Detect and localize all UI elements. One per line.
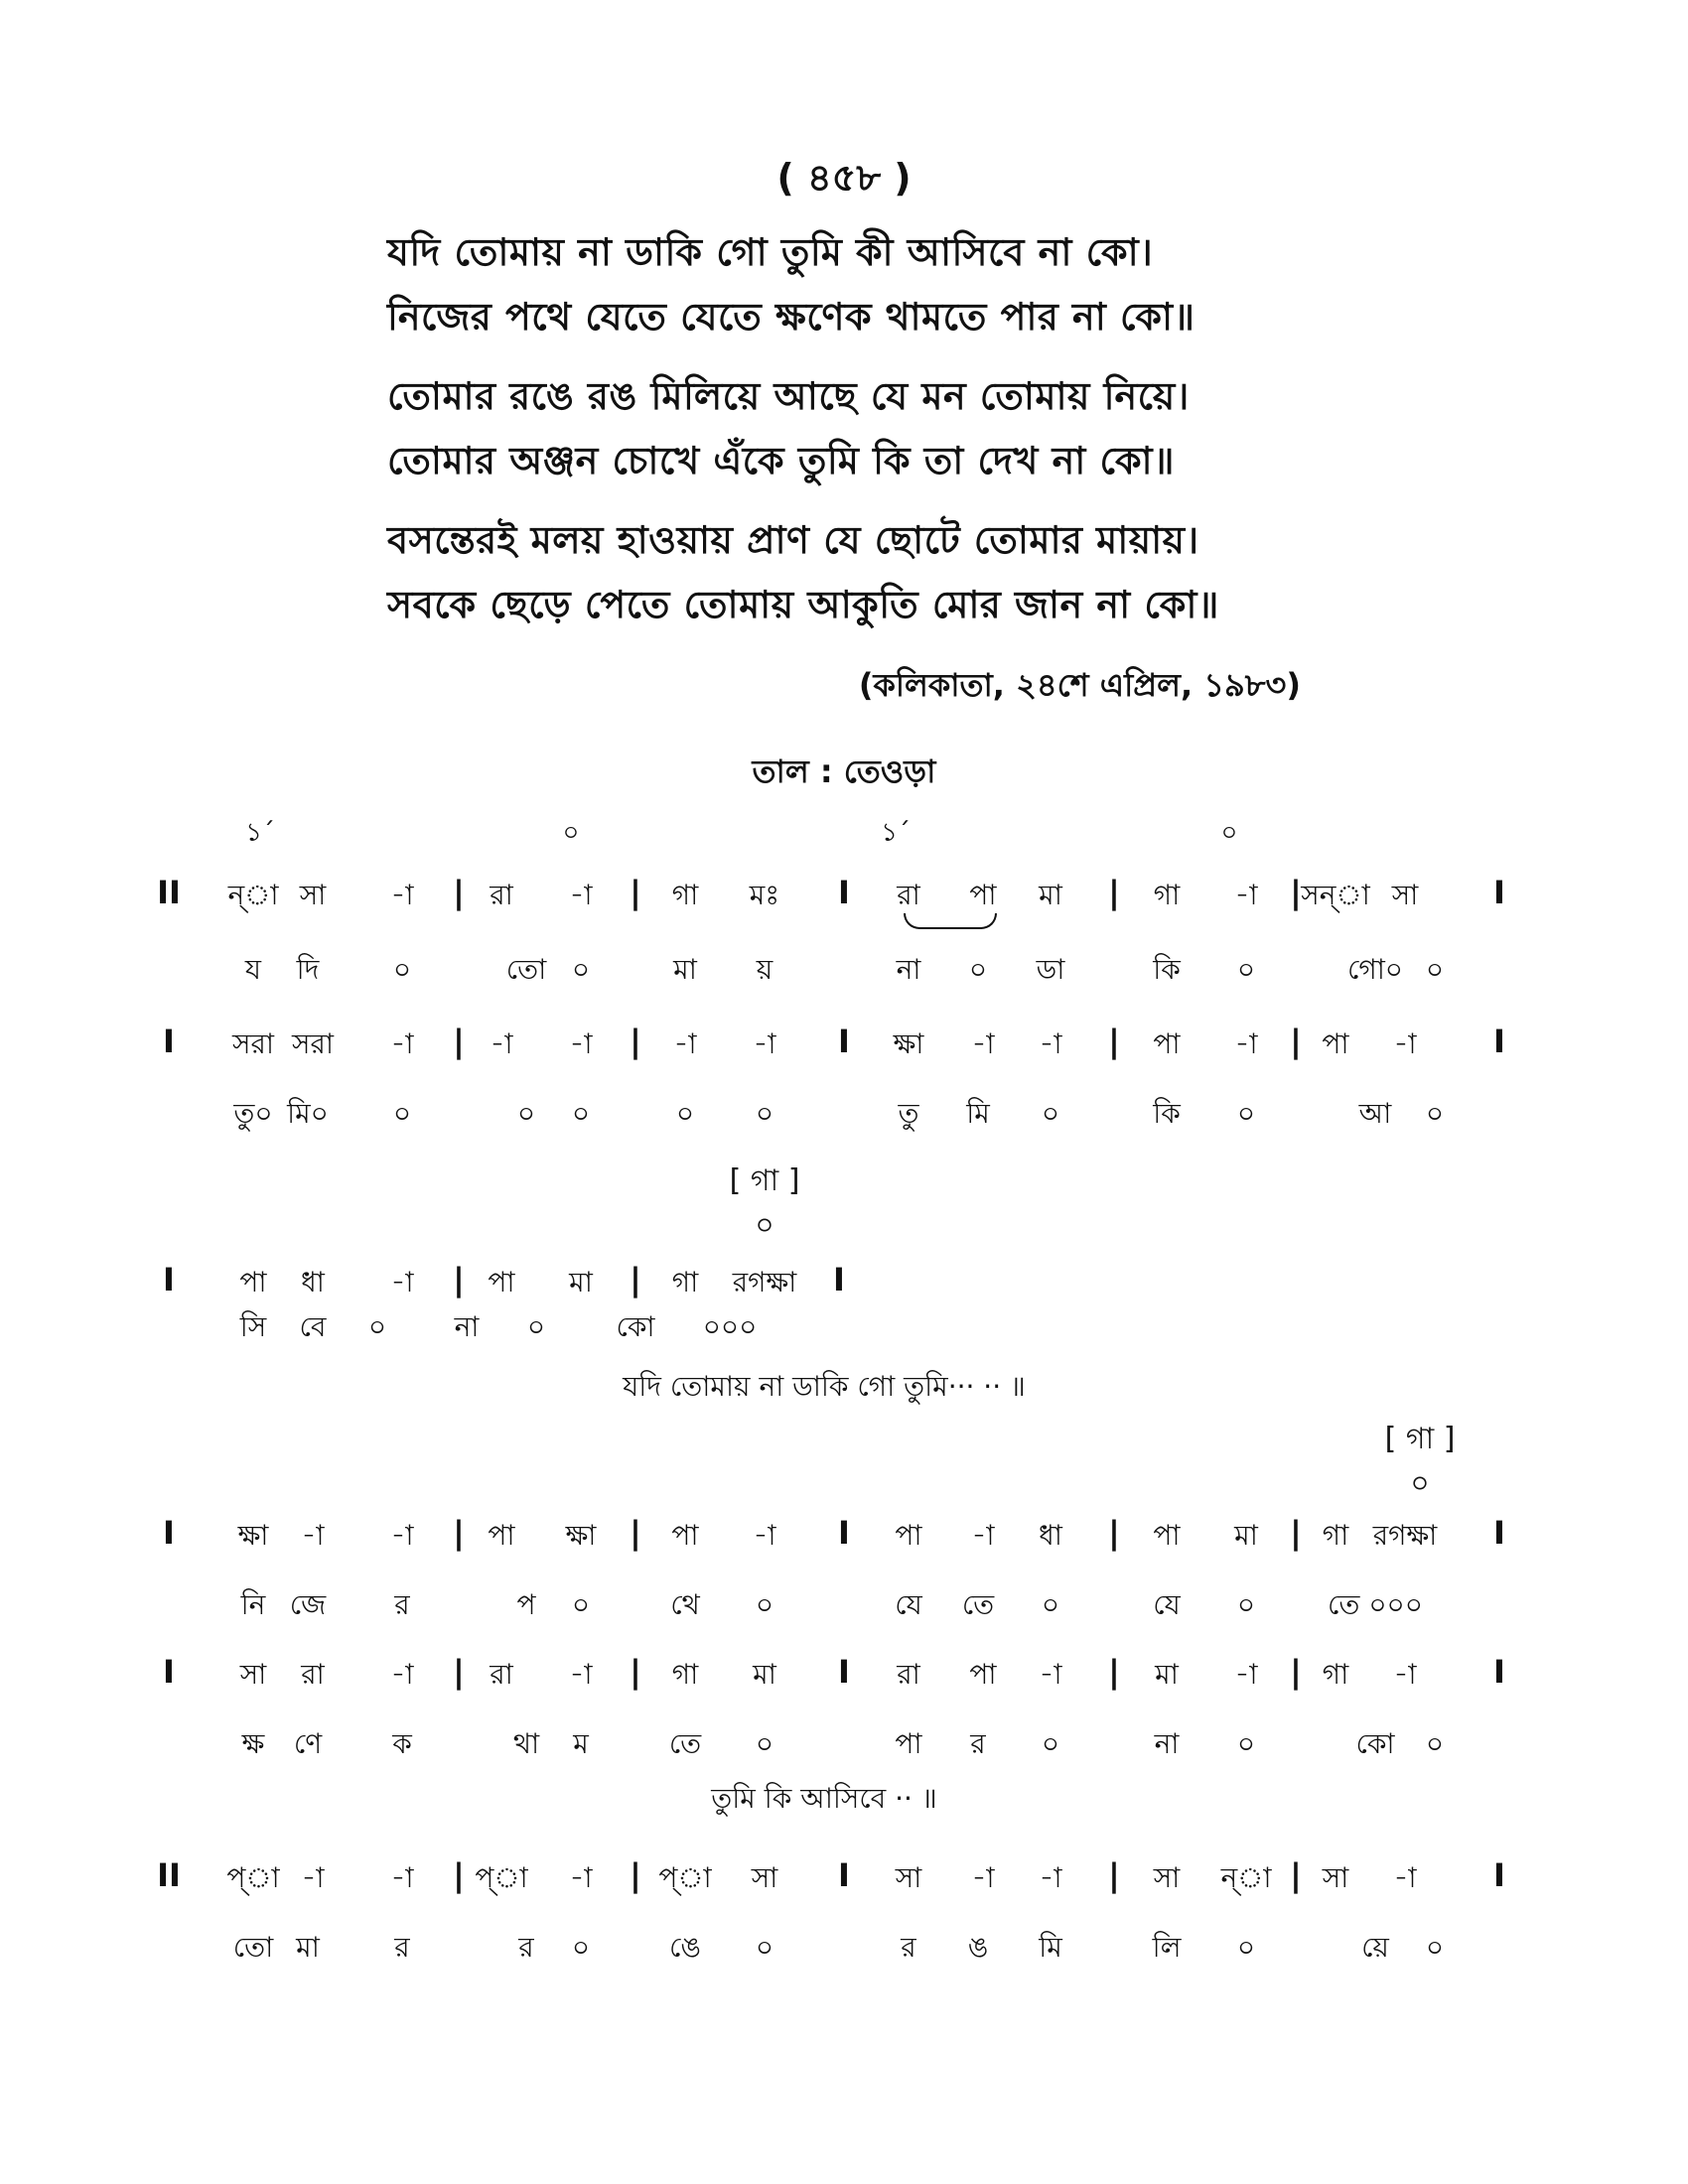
swara-note: পা [239,1266,267,1298]
beat-separator: | [453,1261,465,1298]
swara-note: -া [1393,1658,1417,1691]
beat-separator: | [453,1653,465,1691]
lyric-syllable: ০ [1041,1727,1060,1760]
lyric-line-2: নিজের পথে যেতে যেতে ক্ষণেক থামতে পার না কো॥ [387,295,1196,339]
swara-note: -া [390,1519,414,1552]
lyric-syllable: না [896,953,921,986]
beat-separator: | [630,1856,641,1894]
lyric-syllable: আ [1358,1097,1392,1130]
swara-note: পা [969,1658,997,1691]
beat-separator: | [630,1514,641,1552]
lyric-syllable: মি [966,1097,990,1130]
swara-note: মা [1039,879,1062,911]
lyric-syllable: কি [1153,1097,1181,1130]
lyric-syllable: কো [1355,1727,1395,1760]
lyric-syllable: র [970,1727,986,1760]
swara-note: সন্‌া [1301,879,1370,911]
swara-note: রা [490,1658,513,1691]
swara-note: -া [569,879,593,911]
beat-separator: | [453,874,465,911]
lyric-syllable: য [244,953,262,986]
lyric-syllable: ০ [526,1310,546,1343]
row-end-bar: I [1493,1653,1505,1691]
swara-note: গা [1153,879,1181,911]
lyric-syllable: ডা [1036,953,1065,986]
swara-note: -া [1039,1027,1062,1060]
lyric-syllable: জে [289,1588,327,1621]
swara-note: পা [488,1266,515,1298]
lyric-syllable: ০ [1041,1097,1060,1130]
lyric-syllable: ০ [1425,1097,1445,1130]
beat-separator: | [1108,1653,1120,1691]
lyric-syllable: যে [895,1588,922,1621]
lyric-syllable: পা [895,1727,922,1760]
lyric-syllable: মা [296,1931,320,1964]
swara-note: গা [671,879,699,911]
swara-note: -া [390,1658,414,1691]
beat-separator: | [1290,1023,1302,1060]
row-end-bar: I [1493,1514,1505,1552]
row-end-bar: I [1493,874,1505,911]
beat-separator: | [1108,1856,1120,1894]
beat-separator: | [1290,1514,1302,1552]
swara-note: ক্ষা [565,1519,597,1552]
swara-note: গা [1322,1519,1349,1552]
lyric-syllable: ০ [1425,1931,1445,1964]
lyric-syllable: তু [898,1097,919,1130]
swara-note: সা [751,1861,778,1894]
row-start-bar: II [157,1856,181,1894]
swara-note: মা [569,1266,593,1298]
swara-note: ক্ষা [893,1027,924,1060]
lyric-syllable: লি [1152,1931,1182,1964]
lyric-syllable: ০ [1236,1727,1256,1760]
swara-note: -া [390,1861,414,1894]
bracket-zero: ০ [1410,1466,1430,1501]
lyric-syllable: প [516,1588,536,1621]
lyric-syllable: সি [239,1310,267,1343]
swara-note: -া [971,1027,995,1060]
swara-note: -া [753,1027,776,1060]
tala-label: তাল : তেওড়া [752,752,936,790]
bracket-zero: ০ [755,1208,774,1243]
swara-note: পা [895,1519,922,1552]
page-number: ( ৪৫৮ ) [776,156,912,200]
swara-note: সরা [231,1027,275,1060]
swara-note: সা [895,1861,922,1894]
row-end-bar: I [833,1261,845,1298]
lyric-syllable: গো০ [1346,953,1404,986]
lyric-line-4: তোমার অঞ্জন চোখে এঁকে তুমি কি তা দেখ না কো॥ [387,439,1176,482]
lyric-syllable: তে ০০০ [1328,1588,1423,1621]
lyric-syllable: যে [1153,1588,1181,1621]
lyric-syllable: মি০ [287,1097,329,1130]
beat-separator: I [838,874,850,911]
row-start-bar: I [163,1023,175,1060]
lyric-syllable: তো [232,1931,274,1964]
swara-note: -া [971,1519,995,1552]
beat-separator: | [1290,874,1302,911]
row-start-bar: II [157,874,181,911]
lyric-syllable: য় [756,953,774,986]
swara-note: সা [299,879,327,911]
beat-separator: | [1108,1023,1120,1060]
swara-note: -া [1393,1027,1417,1060]
lyric-syllable: ০ [516,1097,536,1130]
lyric-syllable: ক্ষ [241,1727,265,1760]
swara-note: ন্‌া [1220,1861,1272,1894]
lyric-syllable: ম [573,1727,589,1760]
lyric-syllable: ০ [367,1310,387,1343]
lyric-syllable: ০ [675,1097,695,1130]
beat-separator: I [838,1514,850,1552]
lyric-syllable: ০ [1236,1931,1256,1964]
swara-note: -া [390,879,414,911]
swara-note: সরা [291,1027,335,1060]
swara-note: সা [1322,1861,1349,1894]
lyric-syllable: কি [1153,953,1181,986]
refrain-line: তুমি কি আসিবে ·· ॥ [711,1782,937,1815]
row-start-bar: I [163,1261,175,1298]
beat-mark: ১´ [881,818,911,848]
swara-note: -া [569,1861,593,1894]
swara-note: -া [490,1027,513,1060]
swara-note: -া [1234,1658,1258,1691]
swara-note: ক্ষা [237,1519,269,1552]
lyric-syllable: ০০০ [702,1310,758,1343]
swara-note: রা [490,879,513,911]
swara-note: -া [753,1519,776,1552]
swara-note: ধা [1039,1519,1062,1552]
lyric-syllable: র [518,1931,534,1964]
lyric-syllable: থা [512,1727,540,1760]
place-date: (কলিকাতা, ২৪শে এপ্রিল, ১৯৮৩) [858,666,1301,704]
row-end-bar: I [1493,1023,1505,1060]
row-start-bar: I [163,1514,175,1552]
lyric-syllable: ০ [968,953,988,986]
slur-mark [904,913,997,929]
lyric-syllable: না [1154,1727,1180,1760]
lyric-line-1: যদি তোমায় না ডাকি গো তুমি কী আসিবে না কো। [387,230,1154,274]
swara-note: রা [897,879,920,911]
swara-note: মা [1155,1658,1179,1691]
beat-separator: | [453,1514,465,1552]
swara-note: পা [1322,1027,1349,1060]
swara-note: প্‌া [475,1861,528,1894]
lyric-syllable: র [901,1931,916,1964]
beat-separator: I [838,1023,850,1060]
swara-note: -া [1393,1861,1417,1894]
swara-note: রা [301,1658,325,1691]
swara-note: রগক্ষা [1372,1519,1438,1552]
bracket-note: [ গা ] [729,1163,800,1198]
lyric-syllable: য়ে [1361,1931,1389,1964]
swara-note: মঃ [749,879,780,911]
beat-separator: | [630,1653,641,1691]
lyric-syllable: ০ [755,1931,774,1964]
swara-note: রগক্ষা [732,1266,797,1298]
refrain-line: যদি তোমায় না ডাকি গো তুমি··· ·· ॥ [623,1370,1026,1403]
swara-note: সা [239,1658,267,1691]
beat-separator: I [838,1653,850,1691]
lyric-syllable: ০ [571,1931,591,1964]
swara-note: -া [301,1519,325,1552]
swara-note: প্‌া [226,1861,280,1894]
beat-separator: | [453,1856,465,1894]
swara-note: -া [1039,1861,1062,1894]
lyric-syllable: ০ [755,1097,774,1130]
beat-mark: ০ [562,818,580,848]
swara-note: -া [301,1861,325,1894]
swara-note: পা [1153,1519,1181,1552]
beat-mark: ১´ [245,818,275,848]
lyric-syllable: ক [392,1727,412,1760]
lyric-syllable: ণে [293,1727,323,1760]
swara-note: মা [753,1658,776,1691]
lyric-syllable: মা [673,953,697,986]
lyric-syllable: ০ [571,1097,591,1130]
beat-separator: | [630,1023,641,1060]
beat-separator: | [1108,874,1120,911]
lyric-syllable: দি [296,953,320,986]
lyric-syllable: ০ [1425,953,1445,986]
lyric-syllable: র [394,1931,410,1964]
swara-note: গা [1322,1658,1349,1691]
lyric-syllable: ০ [755,1727,774,1760]
swara-note: গা [671,1658,699,1691]
swara-note: -া [1039,1658,1062,1691]
swara-note: মা [1234,1519,1258,1552]
swara-note: -া [569,1658,593,1691]
lyric-syllable: ০ [1236,953,1256,986]
beat-separator: I [838,1856,850,1894]
swara-note: ন্‌া [227,879,279,911]
lyric-syllable: ০ [392,1097,412,1130]
lyric-syllable: না [454,1310,480,1343]
swara-note: -া [971,1861,995,1894]
lyric-syllable: ০ [1425,1727,1445,1760]
lyric-line-6: সবকে ছেড়ে পেতে তোমায় আকুতি মোর জান না কো॥ [387,583,1219,626]
lyric-syllable: ঙে [669,1931,701,1964]
lyric-syllable: র [394,1588,410,1621]
lyric-syllable: নি [240,1588,266,1621]
lyric-syllable: তে [961,1588,995,1621]
lyric-syllable: ০ [1236,1588,1256,1621]
row-start-bar: I [163,1653,175,1691]
lyric-syllable: তো [505,953,547,986]
lyric-syllable: ০ [1236,1097,1256,1130]
lyric-syllable: তে [668,1727,702,1760]
swara-note: প্‌া [658,1861,712,1894]
swara-note: সা [1391,879,1419,911]
lyric-syllable: কো [616,1310,655,1343]
beat-separator: | [1290,1856,1302,1894]
lyric-syllable: ০ [392,953,412,986]
swara-note: -া [390,1266,414,1298]
lyric-line-3: তোমার রঙে রঙ মিলিয়ে আছে যে মন তোমায় নিয়ে। [387,374,1190,418]
swara-note: পা [1153,1027,1181,1060]
swara-note: -া [1234,1027,1258,1060]
swara-note: পা [488,1519,515,1552]
beat-separator: | [1290,1653,1302,1691]
beat-separator: | [1108,1514,1120,1552]
swara-note: পা [671,1519,699,1552]
lyric-syllable: মি [1039,1931,1062,1964]
swara-note: ধা [301,1266,325,1298]
swara-note: পা [969,879,997,911]
swara-note: রা [897,1658,920,1691]
lyric-syllable: ০ [571,953,591,986]
swara-note: -া [569,1027,593,1060]
swara-note: -া [673,1027,697,1060]
swara-note: -া [1234,879,1258,911]
lyric-syllable: তু০ [233,1097,273,1130]
lyric-line-5: বসন্তেরই মলয় হাওয়ায় প্রাণ যে ছোটে তোমার মায়ায়। [387,518,1199,562]
lyric-syllable: ০ [755,1588,774,1621]
lyric-syllable: ০ [571,1588,591,1621]
lyric-syllable: ০ [1041,1588,1060,1621]
swara-note: সা [1153,1861,1181,1894]
swara-note: -া [390,1027,414,1060]
bracket-note: [ গা ] [1384,1422,1456,1456]
swara-note: গা [671,1266,699,1298]
lyric-syllable: বে [299,1310,327,1343]
lyric-syllable: ঙ [967,1931,989,1964]
row-end-bar: I [1493,1856,1505,1894]
beat-separator: | [453,1023,465,1060]
beat-mark: ০ [1220,818,1238,848]
lyric-syllable: থে [670,1588,700,1621]
beat-separator: | [630,874,641,911]
beat-separator: | [630,1261,641,1298]
